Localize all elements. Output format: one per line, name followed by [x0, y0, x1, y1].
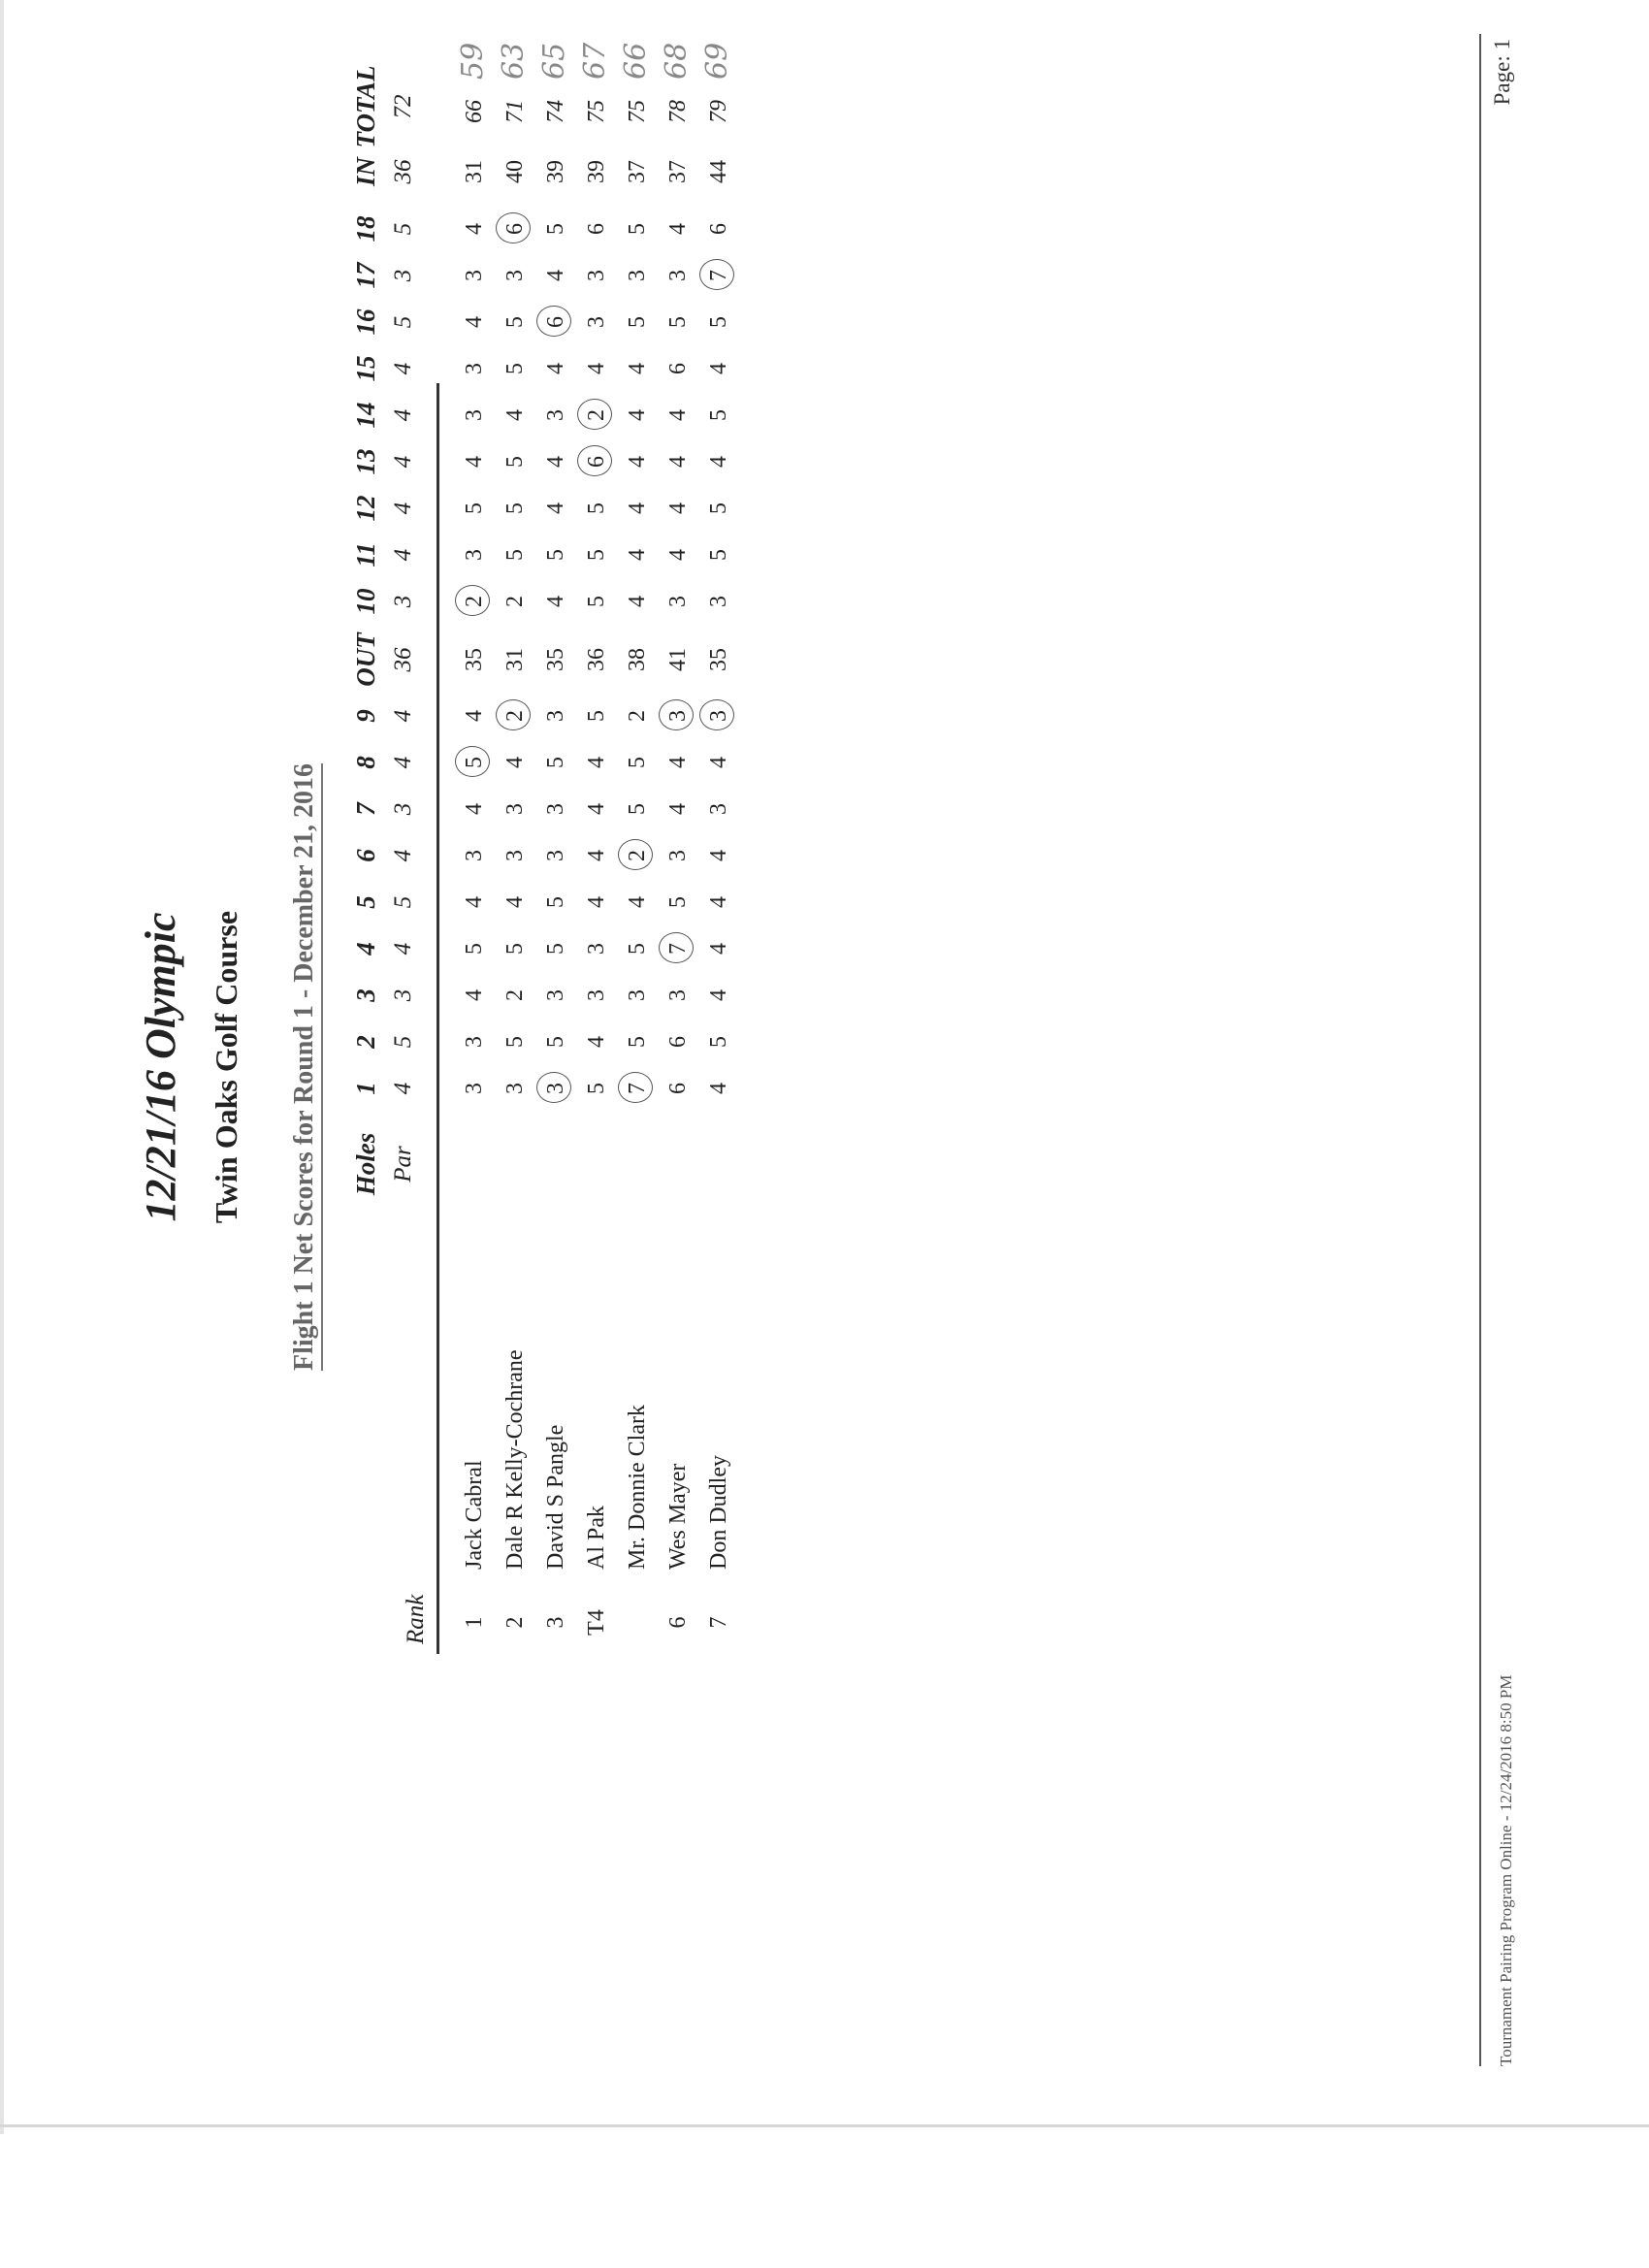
- handwritten-score: 59: [456, 42, 490, 80]
- score-cell: 4: [706, 943, 731, 955]
- score-cell: 4: [462, 803, 487, 815]
- event-title: 12/21/16 Olympic: [137, 912, 184, 1222]
- score-cell: 5: [543, 943, 568, 955]
- total-score: 78: [665, 100, 691, 123]
- score-cell: 4: [625, 502, 650, 514]
- score-cell: 4: [706, 850, 731, 861]
- score-cell: 3: [502, 850, 528, 861]
- par-value: 3: [390, 988, 416, 1002]
- column-header-13: 13: [351, 448, 380, 475]
- score-cell: 5: [584, 1083, 609, 1094]
- score-cell: 2: [502, 989, 528, 1001]
- score-cell: 5: [543, 223, 568, 235]
- par-value: 4: [390, 942, 416, 956]
- course-name: Twin Oaks Golf Course: [209, 910, 243, 1224]
- score-cell: 4: [502, 896, 528, 908]
- score-cell: 6: [584, 437, 610, 486]
- score-cell: 4: [584, 363, 609, 374]
- score-cell: 4: [665, 803, 691, 815]
- par-value: 5: [390, 895, 416, 909]
- score-cell: 41: [665, 648, 691, 671]
- score-cell: 3: [502, 803, 528, 815]
- flight-heading-text: Flight 1 Net Scores for Round 1 - December 21, 2016: [289, 763, 323, 1371]
- column-header-5: 5: [351, 895, 380, 909]
- holes-header: Holes: [351, 1132, 380, 1196]
- score-cell: 5: [706, 549, 731, 561]
- par-value: 5: [390, 315, 416, 329]
- score-cell: 3: [665, 989, 691, 1001]
- score-cell: 6: [543, 298, 569, 346]
- score-cell: 4: [462, 316, 487, 328]
- score-cell: 4: [665, 757, 691, 768]
- column-header-6: 6: [351, 849, 380, 862]
- column-header-4: 4: [351, 942, 380, 956]
- score-cell: 4: [543, 596, 568, 607]
- rank-cell: 7: [706, 1616, 731, 1629]
- score-cell: 4: [543, 363, 568, 374]
- score-cell: 4: [584, 896, 609, 908]
- handwritten-score: 66: [619, 42, 653, 80]
- score-cell: 3: [462, 1083, 487, 1094]
- score-cell: 4: [462, 896, 487, 908]
- par-value: 4: [390, 362, 416, 375]
- score-cell: 3: [462, 270, 487, 281]
- score-cell: 7: [625, 1064, 651, 1113]
- footer-rule: [1479, 34, 1481, 2066]
- column-header-18: 18: [351, 215, 380, 243]
- footer-timestamp: Tournament Pairing Program Online - 12/24/2016 8:50 PM: [1497, 1674, 1515, 2066]
- score-cell: 31: [502, 648, 528, 671]
- score-cell: 3: [462, 850, 487, 861]
- score-cell: 4: [706, 896, 731, 908]
- par-value: 4: [390, 502, 416, 515]
- score-cell: 35: [462, 648, 487, 671]
- column-header-total: TOTAL: [351, 65, 380, 148]
- score-cell: 3: [543, 850, 568, 861]
- total-score: 79: [706, 100, 731, 123]
- score-cell: 5: [625, 1036, 650, 1048]
- score-cell: 4: [625, 596, 650, 607]
- score-cell: 4: [462, 710, 487, 722]
- score-cell: 6: [584, 223, 609, 235]
- score-cell: 4: [462, 989, 487, 1001]
- score-cell: 5: [502, 943, 528, 955]
- total-score: 71: [502, 100, 528, 123]
- column-header-12: 12: [351, 495, 380, 522]
- score-cell: 4: [543, 270, 568, 281]
- score-cell: 5: [706, 1036, 731, 1048]
- score-cell: 2: [502, 596, 528, 607]
- handwritten-score: 67: [578, 42, 612, 80]
- score-cell: 37: [625, 160, 650, 183]
- score-cell: 39: [584, 160, 609, 183]
- par-value: 72: [390, 94, 416, 119]
- score-cell: 3: [584, 943, 609, 955]
- score-cell: 4: [625, 896, 650, 908]
- score-cell: 5: [502, 316, 528, 328]
- score-cell: 5: [625, 757, 650, 768]
- score-cell: 4: [462, 456, 487, 468]
- score-cell: 2: [462, 577, 488, 626]
- score-cell: 36: [584, 648, 609, 671]
- total-score: 75: [625, 100, 650, 123]
- column-header-3: 3: [351, 988, 380, 1002]
- score-cell: 4: [625, 549, 650, 561]
- score-cell: 3: [625, 270, 650, 281]
- score-cell: 31: [462, 160, 487, 183]
- par-value: 4: [390, 709, 416, 723]
- total-score: 66: [462, 100, 487, 123]
- score-cell: 4: [706, 989, 731, 1001]
- handwritten-score: 63: [497, 42, 531, 80]
- player-name: Mr. Donnie Clark: [625, 1405, 650, 1570]
- column-header-10: 10: [351, 588, 380, 615]
- score-cell: 4: [706, 363, 731, 374]
- par-value: 3: [390, 802, 416, 816]
- score-cell: 4: [706, 1083, 731, 1094]
- total-score: 75: [584, 100, 609, 123]
- score-cell: 37: [665, 160, 691, 183]
- score-cell: 4: [543, 502, 568, 514]
- score-cell: 4: [625, 456, 650, 468]
- score-cell: 39: [543, 160, 568, 183]
- score-cell: 5: [502, 1036, 528, 1048]
- score-cell: 5: [502, 363, 528, 374]
- par-value: 36: [390, 159, 416, 184]
- rank-cell: 2: [502, 1616, 528, 1629]
- handwritten-score: 68: [660, 42, 694, 80]
- score-cell: 5: [462, 738, 488, 787]
- par-value: 3: [390, 595, 416, 608]
- score-cell: 40: [502, 160, 528, 183]
- score-cell: 5: [665, 896, 691, 908]
- score-cell: 5: [625, 223, 650, 235]
- column-header-in: IN: [351, 157, 380, 187]
- score-cell: 5: [625, 943, 650, 955]
- par-value: 4: [390, 455, 416, 469]
- score-cell: 3: [706, 803, 731, 815]
- score-cell: 3: [462, 363, 487, 374]
- score-cell: 4: [665, 223, 691, 235]
- score-cell: 4: [584, 850, 609, 861]
- score-cell: 4: [625, 363, 650, 374]
- score-cell: 2: [625, 831, 651, 880]
- rank-cell: T4: [584, 1609, 609, 1636]
- score-cell: 5: [706, 502, 731, 514]
- score-cell: 5: [462, 943, 487, 955]
- score-cell: 4: [584, 1036, 609, 1048]
- score-cell: 5: [502, 502, 528, 514]
- column-header-15: 15: [351, 355, 380, 382]
- score-cell: 3: [584, 316, 609, 328]
- score-cell: 3: [543, 1064, 569, 1113]
- score-cell: 3: [665, 850, 691, 861]
- score-cell: 7: [665, 924, 692, 973]
- score-cell: 5: [543, 896, 568, 908]
- score-cell: 5: [584, 596, 609, 607]
- score-cell: 3: [502, 270, 528, 281]
- score-cell: 5: [625, 316, 650, 328]
- score-cell: 3: [665, 596, 691, 607]
- score-cell: 44: [706, 160, 731, 183]
- rank-header: Rank: [403, 1594, 429, 1644]
- score-cell: 7: [706, 251, 732, 300]
- score-cell: 5: [502, 549, 528, 561]
- score-cell: 5: [706, 409, 731, 421]
- score-cell: 6: [665, 1083, 691, 1094]
- par-value: 3: [390, 269, 416, 282]
- score-cell: 2: [584, 391, 610, 439]
- score-cell: 3: [543, 989, 568, 1001]
- player-name: David S Pangle: [543, 1424, 568, 1570]
- score-cell: 38: [625, 648, 650, 671]
- score-cell: 5: [584, 549, 609, 561]
- score-cell: 3: [665, 692, 692, 740]
- par-value: 36: [390, 647, 416, 672]
- score-cell: 6: [706, 223, 731, 235]
- rank-cell: 3: [543, 1616, 568, 1629]
- score-cell: 5: [584, 710, 609, 722]
- score-cell: 2: [625, 710, 650, 722]
- score-cell: 3: [584, 270, 609, 281]
- score-cell: 5: [543, 549, 568, 561]
- column-header-11: 11: [351, 542, 380, 567]
- score-cell: 4: [706, 757, 731, 768]
- score-cell: 3: [543, 803, 568, 815]
- column-header-1: 1: [351, 1082, 380, 1095]
- player-name: Wes Mayer: [665, 1463, 691, 1570]
- column-header-8: 8: [351, 756, 380, 769]
- score-cell: 35: [543, 648, 568, 671]
- score-cell: 3: [543, 710, 568, 722]
- score-cell: 5: [665, 316, 691, 328]
- column-header-14: 14: [351, 402, 380, 429]
- score-cell: 5: [502, 456, 528, 468]
- score-cell: 3: [665, 270, 691, 281]
- flight-heading: [289, 0, 320, 2134]
- score-cell: 4: [665, 456, 691, 468]
- score-cell: 3: [462, 549, 487, 561]
- score-cell: 5: [543, 757, 568, 768]
- score-cell: 3: [584, 989, 609, 1001]
- score-cell: 6: [665, 1036, 691, 1048]
- column-header-9: 9: [351, 709, 380, 723]
- rank-cell: 1: [462, 1616, 487, 1629]
- column-header-16: 16: [351, 308, 380, 336]
- par-value: 4: [390, 548, 416, 562]
- score-cell: 4: [665, 409, 691, 421]
- par-value: 4: [390, 849, 416, 862]
- score-cell: 6: [665, 363, 691, 374]
- score-cell: 5: [462, 502, 487, 514]
- par-value: 4: [390, 1082, 416, 1095]
- score-cell: 5: [625, 803, 650, 815]
- score-cell: 4: [502, 757, 528, 768]
- score-cell: 5: [584, 502, 609, 514]
- score-cell: 3: [706, 692, 732, 740]
- score-cell: 4: [502, 409, 528, 421]
- player-name: Dale R Kelly-Cochrane: [502, 1349, 528, 1570]
- column-header-17: 17: [351, 262, 380, 289]
- score-cell: 4: [665, 549, 691, 561]
- column-header-out: OUT: [351, 632, 380, 687]
- score-cell: 3: [462, 1036, 487, 1048]
- score-cell: 5: [706, 316, 731, 328]
- column-header-2: 2: [351, 1035, 380, 1049]
- score-cell: 3: [706, 596, 731, 607]
- score-cell: 4: [543, 456, 568, 468]
- score-cell: 5: [543, 1036, 568, 1048]
- total-score: 74: [543, 100, 568, 123]
- score-cell: 3: [543, 409, 568, 421]
- handwritten-score: 69: [700, 42, 734, 80]
- par-value: 5: [390, 1035, 416, 1049]
- score-cell: 3: [502, 1083, 528, 1094]
- score-cell: 6: [502, 205, 529, 253]
- score-cell: 35: [706, 648, 731, 671]
- score-cell: 4: [584, 803, 609, 815]
- score-cell: 3: [625, 989, 650, 1001]
- player-name: Al Pak: [584, 1506, 609, 1570]
- column-header-7: 7: [351, 802, 380, 816]
- score-cell: 4: [706, 456, 731, 468]
- score-cell: 2: [502, 692, 529, 740]
- page-number: Page: 1: [1490, 39, 1514, 106]
- handwritten-score: 65: [537, 42, 571, 80]
- par-value: 4: [390, 756, 416, 769]
- score-cell: 4: [584, 757, 609, 768]
- score-cell: 4: [625, 409, 650, 421]
- rank-cell: 6: [665, 1616, 691, 1629]
- par-header: Par: [390, 1146, 416, 1183]
- table-top-rule: [436, 383, 439, 1654]
- par-value: 5: [390, 222, 416, 236]
- par-value: 4: [390, 408, 416, 422]
- player-name: Don Dudley: [706, 1455, 731, 1570]
- score-cell: 3: [462, 409, 487, 421]
- score-cell: 4: [462, 223, 487, 235]
- score-cell: 4: [665, 502, 691, 514]
- player-name: Jack Cabral: [462, 1460, 487, 1570]
